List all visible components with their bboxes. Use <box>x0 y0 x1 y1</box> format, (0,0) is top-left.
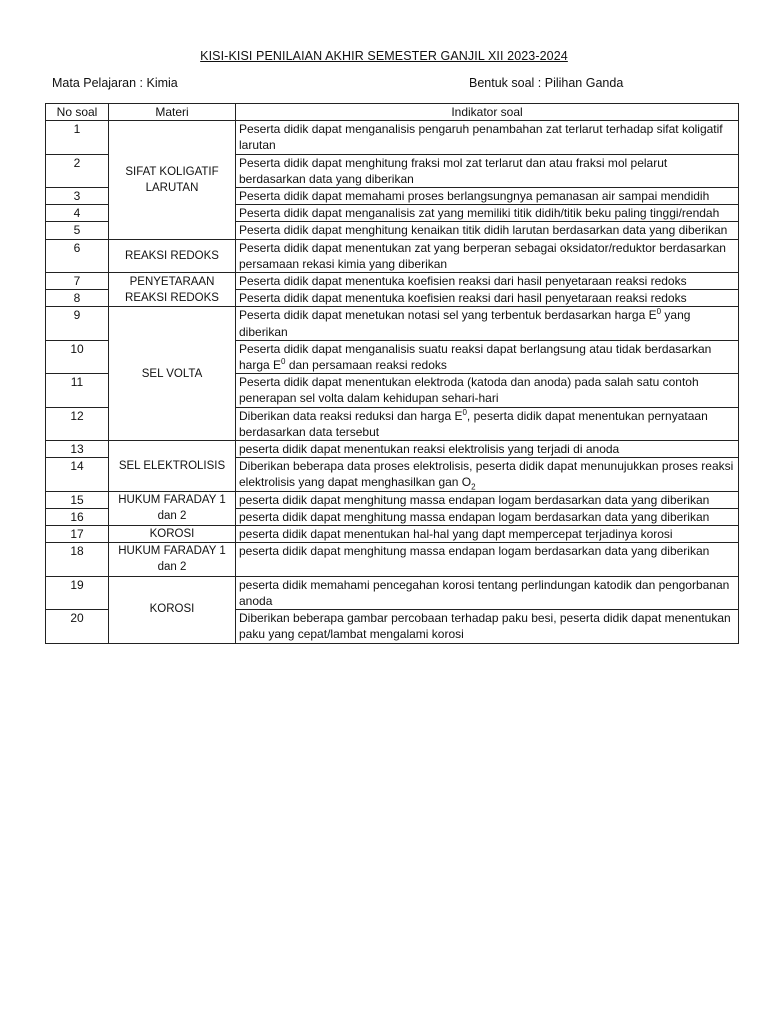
indicator-text: Peserta didik dapat menentuka koefisien reaksi dari hasil penyetaraan reaksi redoks <box>236 273 739 290</box>
indicator-text <box>236 407 739 440</box>
question-number: 6 <box>46 239 109 272</box>
materi-korosi: KOROSI <box>109 526 236 543</box>
indicator-text-part: Diberikan beberapa data proses elektrolisis, peserta didik dapat menunujukkan proses reaksi elektrolisis yang dapat menghasilkan gan O <box>239 459 734 490</box>
question-number: 5 <box>46 222 109 239</box>
indicator-text: Peserta didik dapat menentukan elektroda (katoda dan anoda) pada salah satu contoh penerapan sel volta dalam kehidupan sehari-hari <box>236 374 739 407</box>
indicator-text-part: , peserta didik dapat menentukan pernyataan berdasarkan data tersebut <box>239 408 708 439</box>
materi-hukum-faraday: HUKUM FARADAY 1 dan 2 <box>109 543 236 576</box>
question-number: 8 <box>46 290 109 307</box>
table-row <box>46 491 739 508</box>
materi-sifat-koligatif: SIFAT KOLIGATIF LARUTAN <box>109 121 236 239</box>
indicator-text <box>236 340 739 373</box>
indicator-text-part: yang diberikan <box>239 308 691 339</box>
question-number: 20 <box>46 610 109 643</box>
table-header-row <box>46 104 739 121</box>
indicator-text <box>236 307 739 340</box>
indicator-text-part: dan persamaan reaksi redoks <box>285 358 447 373</box>
indicator-text: Peserta didik dapat menganalisis zat yang memiliki titik didih/titik beku paling tinggi/rendah <box>236 205 739 222</box>
question-number: 16 <box>46 508 109 525</box>
header-materi: Materi <box>109 104 236 121</box>
subject-label: Mata Pelajaran : Kimia <box>52 76 178 90</box>
table-row <box>46 273 739 290</box>
indicator-text: Diberikan beberapa gambar percobaan terhadap paku besi, peserta didik dapat menentukan paku yang cepat/lambat mengalami korosi <box>236 610 739 643</box>
materi-reaksi-redoks: REAKSI REDOKS <box>109 239 236 272</box>
table-row <box>46 576 739 609</box>
header-no-soal: No soal <box>46 104 109 121</box>
question-number: 3 <box>46 188 109 205</box>
question-number: 19 <box>46 576 109 609</box>
header-indikator-soal: Indikator soal <box>236 104 739 121</box>
table-row <box>46 526 739 543</box>
question-number: 1 <box>46 121 109 154</box>
indicator-text-part: Peserta didik dapat menetukan notasi sel yang terbentuk berdasarkan harga E <box>239 308 657 323</box>
indicator-text: Peserta didik dapat memahami proses berlangsungnya pemanasan air sampai mendidih <box>236 188 739 205</box>
question-number: 9 <box>46 307 109 340</box>
question-number: 13 <box>46 441 109 458</box>
table-row <box>46 239 739 272</box>
indicator-text: Peserta didik dapat menentuka koefisien reaksi dari hasil penyetaraan reaksi redoks <box>236 290 739 307</box>
table-row <box>46 121 739 154</box>
indicator-text: peserta didik dapat menentukan hal-hal yang dapt mempercepat terjadinya korosi <box>236 526 739 543</box>
indicator-text <box>236 458 739 491</box>
materi-korosi: KOROSI <box>109 576 236 643</box>
indicator-text: peserta didik dapat menghitung massa endapan logam berdasarkan data yang diberikan <box>236 543 739 576</box>
question-type-label: Bentuk soal : Pilihan Ganda <box>469 76 624 90</box>
indicator-text: Peserta didik dapat menghitung kenaikan titik didih larutan berdasarkan data yang diberikan <box>236 222 739 239</box>
indicator-text: Peserta didik dapat menentukan zat yang berperan sebagai oksidator/reduktor berdasarkan persamaan rekasi kimia yang diberikan <box>236 239 739 272</box>
materi-sel-volta: SEL VOLTA <box>109 307 236 441</box>
superscript-zero: 0 <box>281 357 286 367</box>
question-number: 4 <box>46 205 109 222</box>
question-number: 12 <box>46 407 109 440</box>
indicator-text: Peserta didik dapat menganalisis pengaruh penambahan zat terlarut terhadap sifat koligatif larutan <box>236 121 739 154</box>
question-number: 14 <box>46 458 109 491</box>
materi-sel-elektrolisis: SEL ELEKTROLISIS <box>109 441 236 492</box>
question-number: 10 <box>46 340 109 373</box>
question-number: 2 <box>46 154 109 187</box>
question-number: 15 <box>46 491 109 508</box>
indicator-text: peserta didik dapat menentukan reaksi elektrolisis yang terjadi di anoda <box>236 441 739 458</box>
question-number: 17 <box>46 526 109 543</box>
indicator-text-part: Diberikan data reaksi reduksi dan harga E <box>239 408 463 423</box>
subscript-two: 2 <box>471 482 476 492</box>
indicator-text: peserta didik dapat menghitung massa endapan logam berdasarkan data yang diberikan <box>236 508 739 525</box>
table-row <box>46 307 739 340</box>
materi-hukum-faraday: HUKUM FARADAY 1 dan 2 <box>109 491 236 525</box>
table-row <box>46 543 739 576</box>
question-number: 7 <box>46 273 109 290</box>
superscript-zero: 0 <box>656 307 662 317</box>
indicator-table <box>45 103 739 644</box>
question-number: 11 <box>46 374 109 407</box>
indicator-text: Peserta didik dapat menghitung fraksi mol zat terlarut dan atau fraksi mol pelarut berdasarkan data yang diberikan <box>236 154 739 187</box>
indicator-text-part: Peserta didik dapat menganalisis suatu reaksi dapat berlangsung atau tidak berdasarkan harga E <box>239 341 712 373</box>
table-row <box>46 441 739 458</box>
question-number: 18 <box>46 543 109 576</box>
document-title: KISI-KISI PENILAIAN AKHIR SEMESTER GANJIL XII 2023-2024 <box>200 49 568 63</box>
materi-penyetaraan-redoks: PENYETARAAN REAKSI REDOKS <box>109 273 236 307</box>
indicator-text: peserta didik dapat menghitung massa endapan logam berdasarkan data yang diberikan <box>236 491 739 508</box>
superscript-zero: 0 <box>462 407 467 417</box>
indicator-text: peserta didik memahami pencegahan korosi tentang perlindungan katodik dan pengorbanan anoda <box>236 576 739 609</box>
